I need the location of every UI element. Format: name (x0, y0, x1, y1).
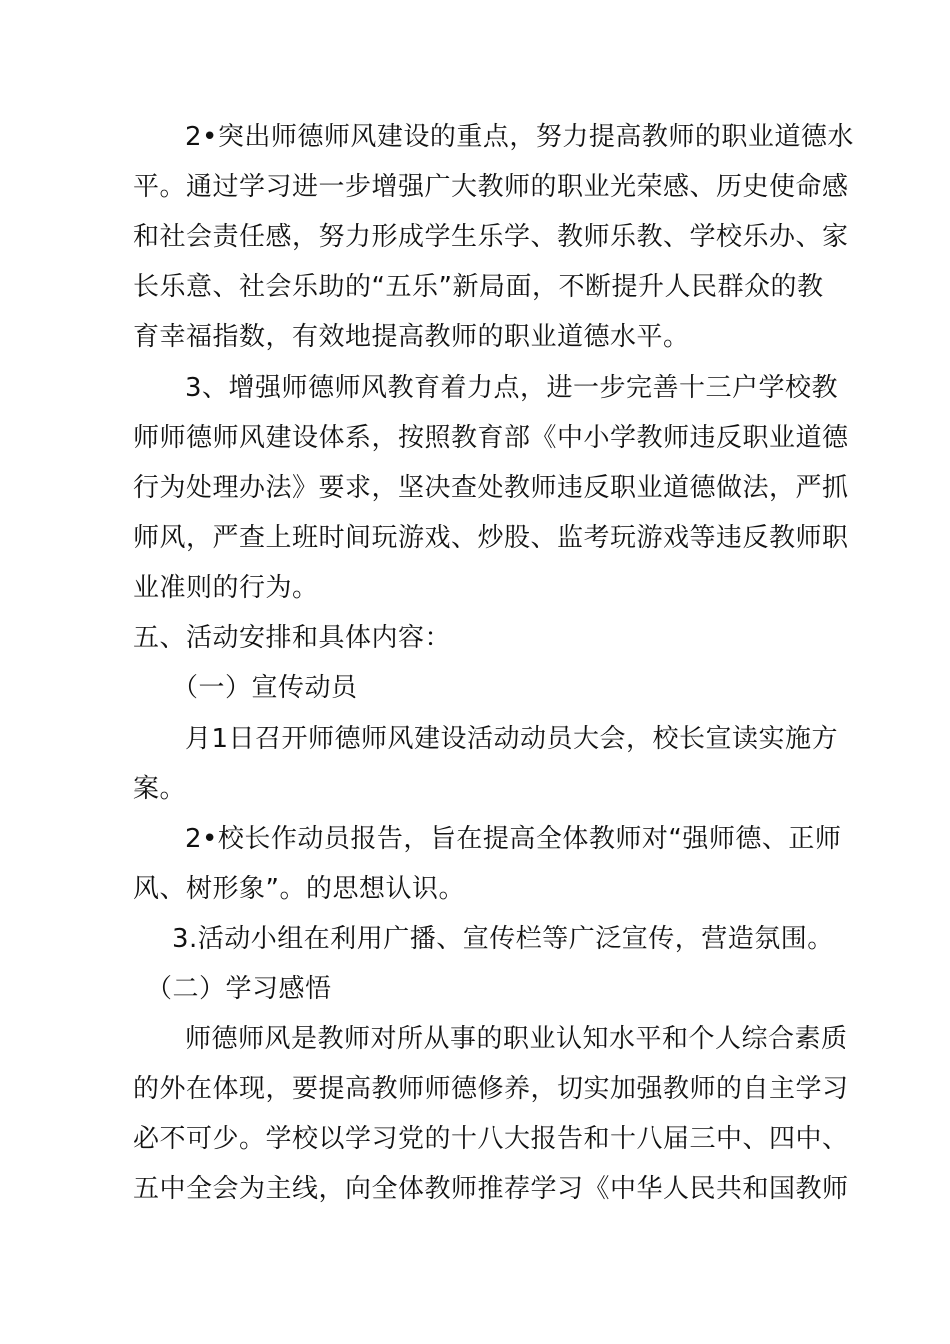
paragraph-1-line-5: 育幸福指数，有效地提高教师的职业道德水平。 (133, 322, 690, 352)
paragraph-6-line-4: 五中全会为主线，向全体教师推荐学习《中华人民共和国教师 (133, 1174, 849, 1204)
paragraph-6-line-3: 必不可少。学校以学习党的十八大报告和十八届三中、四中、 (133, 1124, 849, 1154)
paragraph-2-line-5: 业准则的行为。 (133, 573, 319, 603)
paragraph-2-line-1: 3、增强师德师风教育着力点，进一步完善十三户学校教 (185, 373, 839, 403)
subsection-heading-one: （一）宣传动员 (172, 673, 358, 703)
paragraph-1-line-1: 2•突出师德师风建设的重点，努力提高教师的职业道德水 (185, 122, 854, 152)
section-heading-five: 五、活动安排和具体内容： (133, 623, 452, 653)
paragraph-2-line-3: 行为处理办法》要求，坚决查处教师违反职业道德做法，严抓 (133, 473, 849, 503)
paragraph-1-line-4: 长乐意、社会乐助的“五乐”新局面，不断提升人民群众的教 (133, 272, 824, 302)
subsection-heading-two: （二）学习感悟 (146, 974, 332, 1004)
paragraph-6-line-2: 的外在体现，要提高教师师德修养，切实加强教师的自主学习 (133, 1074, 849, 1104)
paragraph-1-line-3: 和社会责任感，努力形成学生乐学、教师乐教、学校乐办、家 (133, 222, 849, 252)
paragraph-1-line-2: 平。通过学习进一步增强广大教师的职业光荣感、历史使命感 (133, 172, 849, 202)
paragraph-5-line-1: 3.活动小组在利用广播、宣传栏等广泛宣传，营造氛围。 (172, 924, 834, 954)
paragraph-4-line-2: 风、树形象”。的思想认识。 (133, 874, 465, 904)
paragraph-6-line-1: 师德师风是教师对所从事的职业认知水平和个人综合素质 (185, 1024, 848, 1054)
paragraph-2-line-2: 师师德师风建设体系，按照教育部《中小学教师违反职业道德 (133, 423, 849, 453)
paragraph-3-line-2: 案。 (133, 774, 187, 804)
paragraph-2-line-4: 师风，严查上班时间玩游戏、炒股、监考玩游戏等违反教师职 (133, 523, 849, 553)
paragraph-3-line-1: 月1日召开师德师风建设活动动员大会，校长宣读实施方 (185, 724, 839, 754)
paragraph-4-line-1: 2•校长作动员报告，旨在提高全体教师对“强师德、正师 (185, 824, 842, 854)
